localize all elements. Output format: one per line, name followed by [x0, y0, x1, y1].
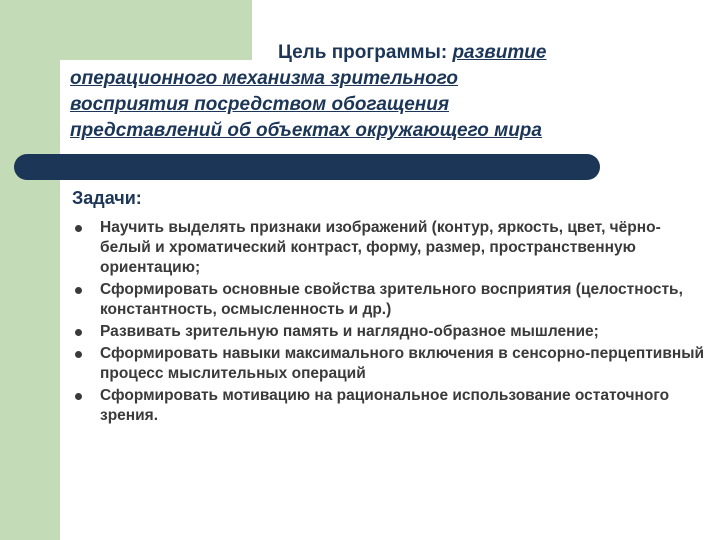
title-lead: Цель программы:: [278, 42, 453, 63]
task-item: [74, 386, 704, 426]
title-goal-part-3: восприятия посредством обогащения: [70, 94, 450, 115]
bullet-icon: [75, 287, 82, 294]
bullet-icon: [75, 329, 82, 336]
task-item: [74, 280, 704, 320]
task-text: Сформировать мотивацию на рациональное использование остаточного зрения.: [100, 387, 670, 424]
slide-title: [70, 40, 710, 144]
task-text: Сформировать основные свойства зрительного восприятия (целостность, константность, осмысленность и др.): [100, 281, 683, 318]
tasks-heading: Задачи:: [72, 188, 142, 208]
task-item: [74, 344, 704, 384]
title-first-line: [70, 40, 710, 66]
task-list: [74, 218, 704, 428]
title-goal-part-4: представлений об объектах окружающего мира: [70, 120, 542, 141]
bullet-icon: [75, 351, 82, 358]
decorative-green-bar-left: [0, 0, 60, 540]
decorative-divider-bar: [14, 154, 600, 180]
title-goal-part-1: развитие: [452, 42, 547, 63]
task-text: Сформировать навыки максимального включения в сенсорно-перцептивный процесс мыслительных операций: [100, 345, 704, 382]
task-text: Научить выделять признаки изображений (контур, яркость, цвет, чёрно-белый и хроматический контраст, форму, размер, пространственную ориентацию;: [100, 219, 661, 276]
task-item: [74, 218, 704, 278]
task-text: Развивать зрительную память и наглядно-образное мышление;: [100, 323, 599, 340]
title-goal-part-2: операционного механизма зрительного: [70, 68, 459, 89]
bullet-icon: [75, 393, 82, 400]
bullet-icon: [75, 225, 82, 232]
task-item: [74, 322, 704, 342]
